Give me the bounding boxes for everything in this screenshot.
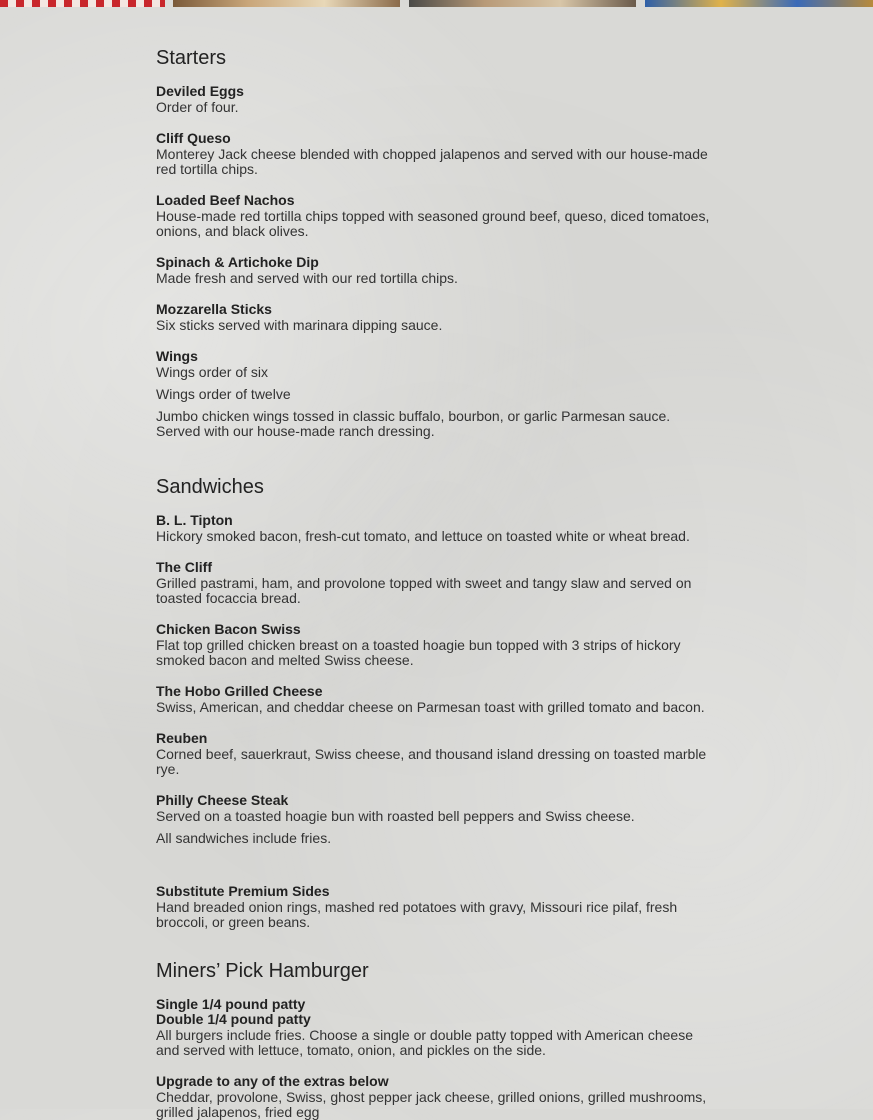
section-title-sandwiches: Sandwiches [156, 476, 264, 498]
menu-item-name: Loaded Beef Nachos [156, 192, 295, 208]
menu-item-desc: Swiss, American, and cheddar cheese on Parmesan toast with grilled tomato and bacon. [156, 699, 705, 715]
menu-item-desc: All burgers include fries. Choose a single or double patty topped with American cheese and served with lettuce, tomato, onion, and pickles on the side. [156, 1027, 693, 1058]
menu-item-desc: Hickory smoked bacon, fresh-cut tomato, and lettuce on toasted white or wheat bread. [156, 528, 690, 544]
menu-item-desc: Wings order of six [156, 364, 269, 380]
section-title-burgers: Miners’ Pick Hamburger [156, 960, 369, 982]
menu-item-name: Spinach & Artichoke Dip [156, 254, 319, 270]
menu-item-desc: Monterey Jack cheese blended with chopped jalapenos and served with our house-made red tortilla chips. [156, 146, 708, 177]
food-photo-2 [173, 0, 400, 7]
menu-item-name: Wings [156, 348, 198, 364]
menu-item-name: Mozzarella Sticks [156, 301, 272, 317]
menu-item-name: The Cliff [156, 559, 212, 575]
menu-item-name: Chicken Bacon Swiss [156, 621, 301, 637]
menu-item-desc: Flat top grilled chicken breast on a toasted hoagie bun topped with 3 strips of hickory smoked bacon and melted Swiss cheese. [156, 637, 681, 668]
menu-item-desc: Corned beef, sauerkraut, Swiss cheese, and thousand island dressing on toasted marble rye. [156, 746, 707, 777]
menu-item-name: Reuben [156, 730, 208, 746]
menu-item-desc: Grilled pastrami, ham, and provolone topped with sweet and tangy slaw and served on toasted focaccia bread. [156, 575, 692, 606]
menu-item-desc: All sandwiches include fries. [156, 830, 332, 846]
menu-item-name: B. L. Tipton [156, 512, 233, 528]
menu-item-desc: Cheddar, provolone, Swiss, ghost pepper jack cheese, grilled onions, grilled mushrooms, grilled jalapenos, fried egg [156, 1089, 707, 1120]
menu-item-desc: Jumbo chicken wings tossed in classic buffalo, bourbon, or garlic Parmesan sauce. Served with our house-made ranch dressing. [156, 408, 671, 439]
menu-item-name: Cliff Queso [156, 130, 231, 146]
menu-item-desc: Served on a toasted hoagie bun with roasted bell peppers and Swiss cheese. [156, 808, 635, 824]
menu-item-name: The Hobo Grilled Cheese [156, 683, 323, 699]
section-title-starters: Starters [156, 47, 227, 69]
menu-item-name: Philly Cheese Steak [156, 792, 289, 808]
food-photo-checkered [0, 0, 165, 7]
menu-item-name: Deviled Eggs [156, 83, 244, 99]
menu-item-desc: Order of four. [156, 99, 239, 115]
menu-item-name: Single 1/4 pound patty [156, 996, 306, 1012]
food-photo-4 [645, 0, 873, 7]
menu-item-desc: Hand breaded onion rings, mashed red potatoes with gravy, Missouri rice pilaf, fresh broccoli, or green beans. [156, 899, 678, 930]
menu-item-desc: House-made red tortilla chips topped with seasoned ground beef, queso, diced tomatoes, onions, and black olives. [156, 208, 710, 239]
menu-item-desc: Six sticks served with marinara dipping sauce. [156, 317, 443, 333]
menu-item-name: Upgrade to any of the extras below [156, 1073, 389, 1089]
menu-item-name: Substitute Premium Sides [156, 883, 330, 899]
menu-item-desc: Made fresh and served with our red tortilla chips. [156, 270, 458, 286]
menu-item-name: Double 1/4 pound patty [156, 1011, 311, 1027]
menu-item-desc: Wings order of twelve [156, 386, 291, 402]
food-photo-3 [409, 0, 636, 7]
photo-strip [0, 0, 873, 7]
